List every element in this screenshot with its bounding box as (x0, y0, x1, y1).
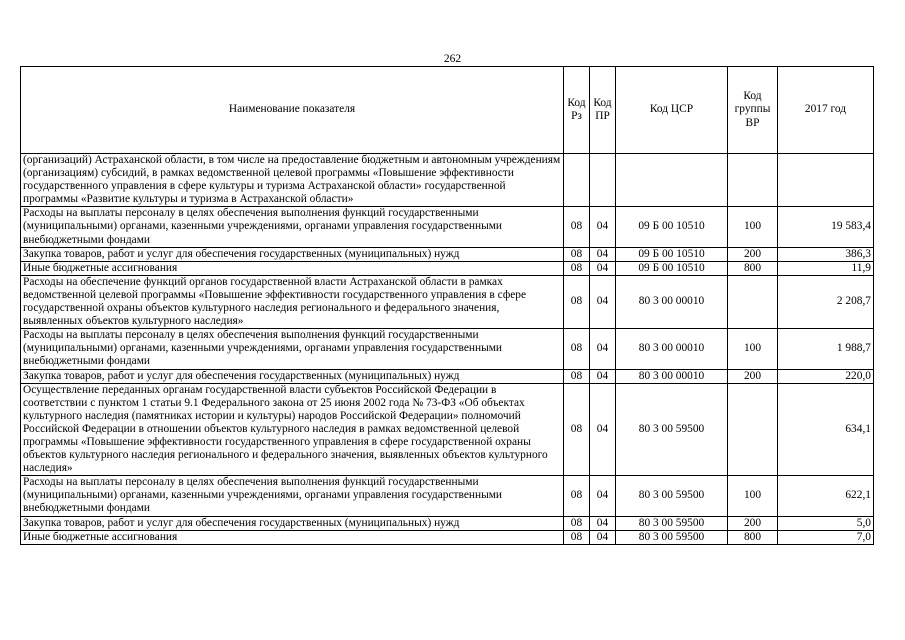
cell-rz: 08 (564, 329, 590, 369)
cell-name: Закупка товаров, работ и услуг для обеспечения государственных (муниципальных) нужд (21, 369, 564, 383)
cell-csr: 80 3 00 00010 (616, 275, 728, 328)
cell-amount: 622,1 (778, 476, 874, 516)
cell-csr: 80 3 00 59500 (616, 516, 728, 530)
table-row (21, 516, 874, 530)
table-row (21, 247, 874, 261)
cell-name: Закупка товаров, работ и услуг для обеспечения государственных (муниципальных) нужд (21, 516, 564, 530)
table-row (21, 207, 874, 247)
cell-name: Расходы на обеспечение функций органов государственной власти Астраханской области в рамках ведомственной целевой программы «Повышение эффективности государственного управления в сфере государственной охраны объектов культурного наследия регионального и федерального значения, выявленных объектов культурного наследия» (21, 275, 564, 328)
cell-rz: 08 (564, 383, 590, 476)
table-body (21, 154, 874, 545)
cell-pr: 04 (590, 369, 616, 383)
cell-amount: 634,1 (778, 383, 874, 476)
cell-csr: 09 Б 00 10510 (616, 247, 728, 261)
cell-csr: 09 Б 00 10510 (616, 261, 728, 275)
cell-amount (778, 154, 874, 207)
cell-vr: 200 (728, 516, 778, 530)
cell-csr: 80 3 00 59500 (616, 530, 728, 544)
cell-rz: 08 (564, 516, 590, 530)
cell-pr: 04 (590, 247, 616, 261)
table-row (21, 369, 874, 383)
budget-table (20, 66, 874, 545)
cell-vr: 800 (728, 530, 778, 544)
cell-vr (728, 154, 778, 207)
cell-vr (728, 275, 778, 328)
cell-vr: 200 (728, 247, 778, 261)
cell-name: Расходы на выплаты персоналу в целях обеспечения выполнения функций государственными (муниципальными) органами, казенными учреждениями, органами управления государственными внебюджетными фондами (21, 207, 564, 247)
cell-csr: 80 3 00 59500 (616, 383, 728, 476)
cell-pr: 04 (590, 530, 616, 544)
cell-amount: 2 208,7 (778, 275, 874, 328)
cell-amount: 5,0 (778, 516, 874, 530)
table-row (21, 476, 874, 516)
header-row (21, 67, 874, 154)
cell-rz: 08 (564, 530, 590, 544)
table-row (21, 530, 874, 544)
cell-name: Осуществление переданных органам государственной власти субъектов Российской Федерации в соответствии с пунктом 1 статьи 9.1 Федерального закона от 25 июня 2002 года № 73-ФЗ «Об объектах культурного наследия (памятниках истории и культуры) народов Российской Федерации» полномочий Российской Федерации в отношении объектов культурного наследия в рамках ведомственной целевой программы «Повышение эффективности государственного управления в сфере государственной охраны объектов культурного наследия регионального и федерального значения, выявленных объектов культурного наследия» (21, 383, 564, 476)
header-name: Наименование показателя (21, 67, 564, 154)
table-row (21, 383, 874, 476)
cell-pr: 04 (590, 329, 616, 369)
cell-vr: 100 (728, 207, 778, 247)
cell-rz: 08 (564, 247, 590, 261)
cell-rz: 08 (564, 261, 590, 275)
cell-vr: 100 (728, 476, 778, 516)
cell-pr: 04 (590, 261, 616, 275)
cell-csr (616, 154, 728, 207)
cell-amount: 1 988,7 (778, 329, 874, 369)
header-rz: Код Рз (564, 67, 590, 154)
cell-amount: 7,0 (778, 530, 874, 544)
cell-csr: 80 3 00 59500 (616, 476, 728, 516)
cell-vr: 100 (728, 329, 778, 369)
table-row (21, 154, 874, 207)
table-row (21, 329, 874, 369)
table-row (21, 261, 874, 275)
cell-amount: 386,3 (778, 247, 874, 261)
cell-amount: 19 583,4 (778, 207, 874, 247)
cell-amount: 11,9 (778, 261, 874, 275)
cell-csr: 09 Б 00 10510 (616, 207, 728, 247)
cell-rz (564, 154, 590, 207)
cell-name: Иные бюджетные ассигнования (21, 530, 564, 544)
cell-rz: 08 (564, 275, 590, 328)
cell-vr: 800 (728, 261, 778, 275)
cell-csr: 80 3 00 00010 (616, 329, 728, 369)
cell-name: Расходы на выплаты персоналу в целях обеспечения выполнения функций государственными (муниципальными) органами, казенными учреждениями, органами управления государственными внебюджетными фондами (21, 476, 564, 516)
cell-vr (728, 383, 778, 476)
header-pr: Код ПР (590, 67, 616, 154)
cell-csr: 80 3 00 00010 (616, 369, 728, 383)
cell-name: Закупка товаров, работ и услуг для обеспечения государственных (муниципальных) нужд (21, 247, 564, 261)
cell-name: (организаций) Астраханской области, в том числе на предоставление бюджетным и автономным учреждениям (организациям) субсидий, в рамках ведомственной целевой программы «Повышение эффективности государственного управления в сфере культуры и туризма Астраханской области» государственной программы «Развитие культуры и туризма в Астраханской области» (21, 154, 564, 207)
header-csr: Код ЦСР (616, 67, 728, 154)
header-vr: Код группы ВР (728, 67, 778, 154)
cell-rz: 08 (564, 207, 590, 247)
cell-amount: 220,0 (778, 369, 874, 383)
cell-pr: 04 (590, 383, 616, 476)
cell-pr (590, 154, 616, 207)
cell-rz: 08 (564, 369, 590, 383)
cell-pr: 04 (590, 207, 616, 247)
cell-pr: 04 (590, 516, 616, 530)
page-number: 262 (443, 53, 462, 65)
cell-rz: 08 (564, 476, 590, 516)
table-row (21, 275, 874, 328)
cell-pr: 04 (590, 476, 616, 516)
header-year: 2017 год (778, 67, 874, 154)
cell-pr: 04 (590, 275, 616, 328)
cell-vr: 200 (728, 369, 778, 383)
cell-name: Иные бюджетные ассигнования (21, 261, 564, 275)
cell-name: Расходы на выплаты персоналу в целях обеспечения выполнения функций государственными (муниципальными) органами, казенными учреждениями, органами управления государственными внебюджетными фондами (21, 329, 564, 369)
